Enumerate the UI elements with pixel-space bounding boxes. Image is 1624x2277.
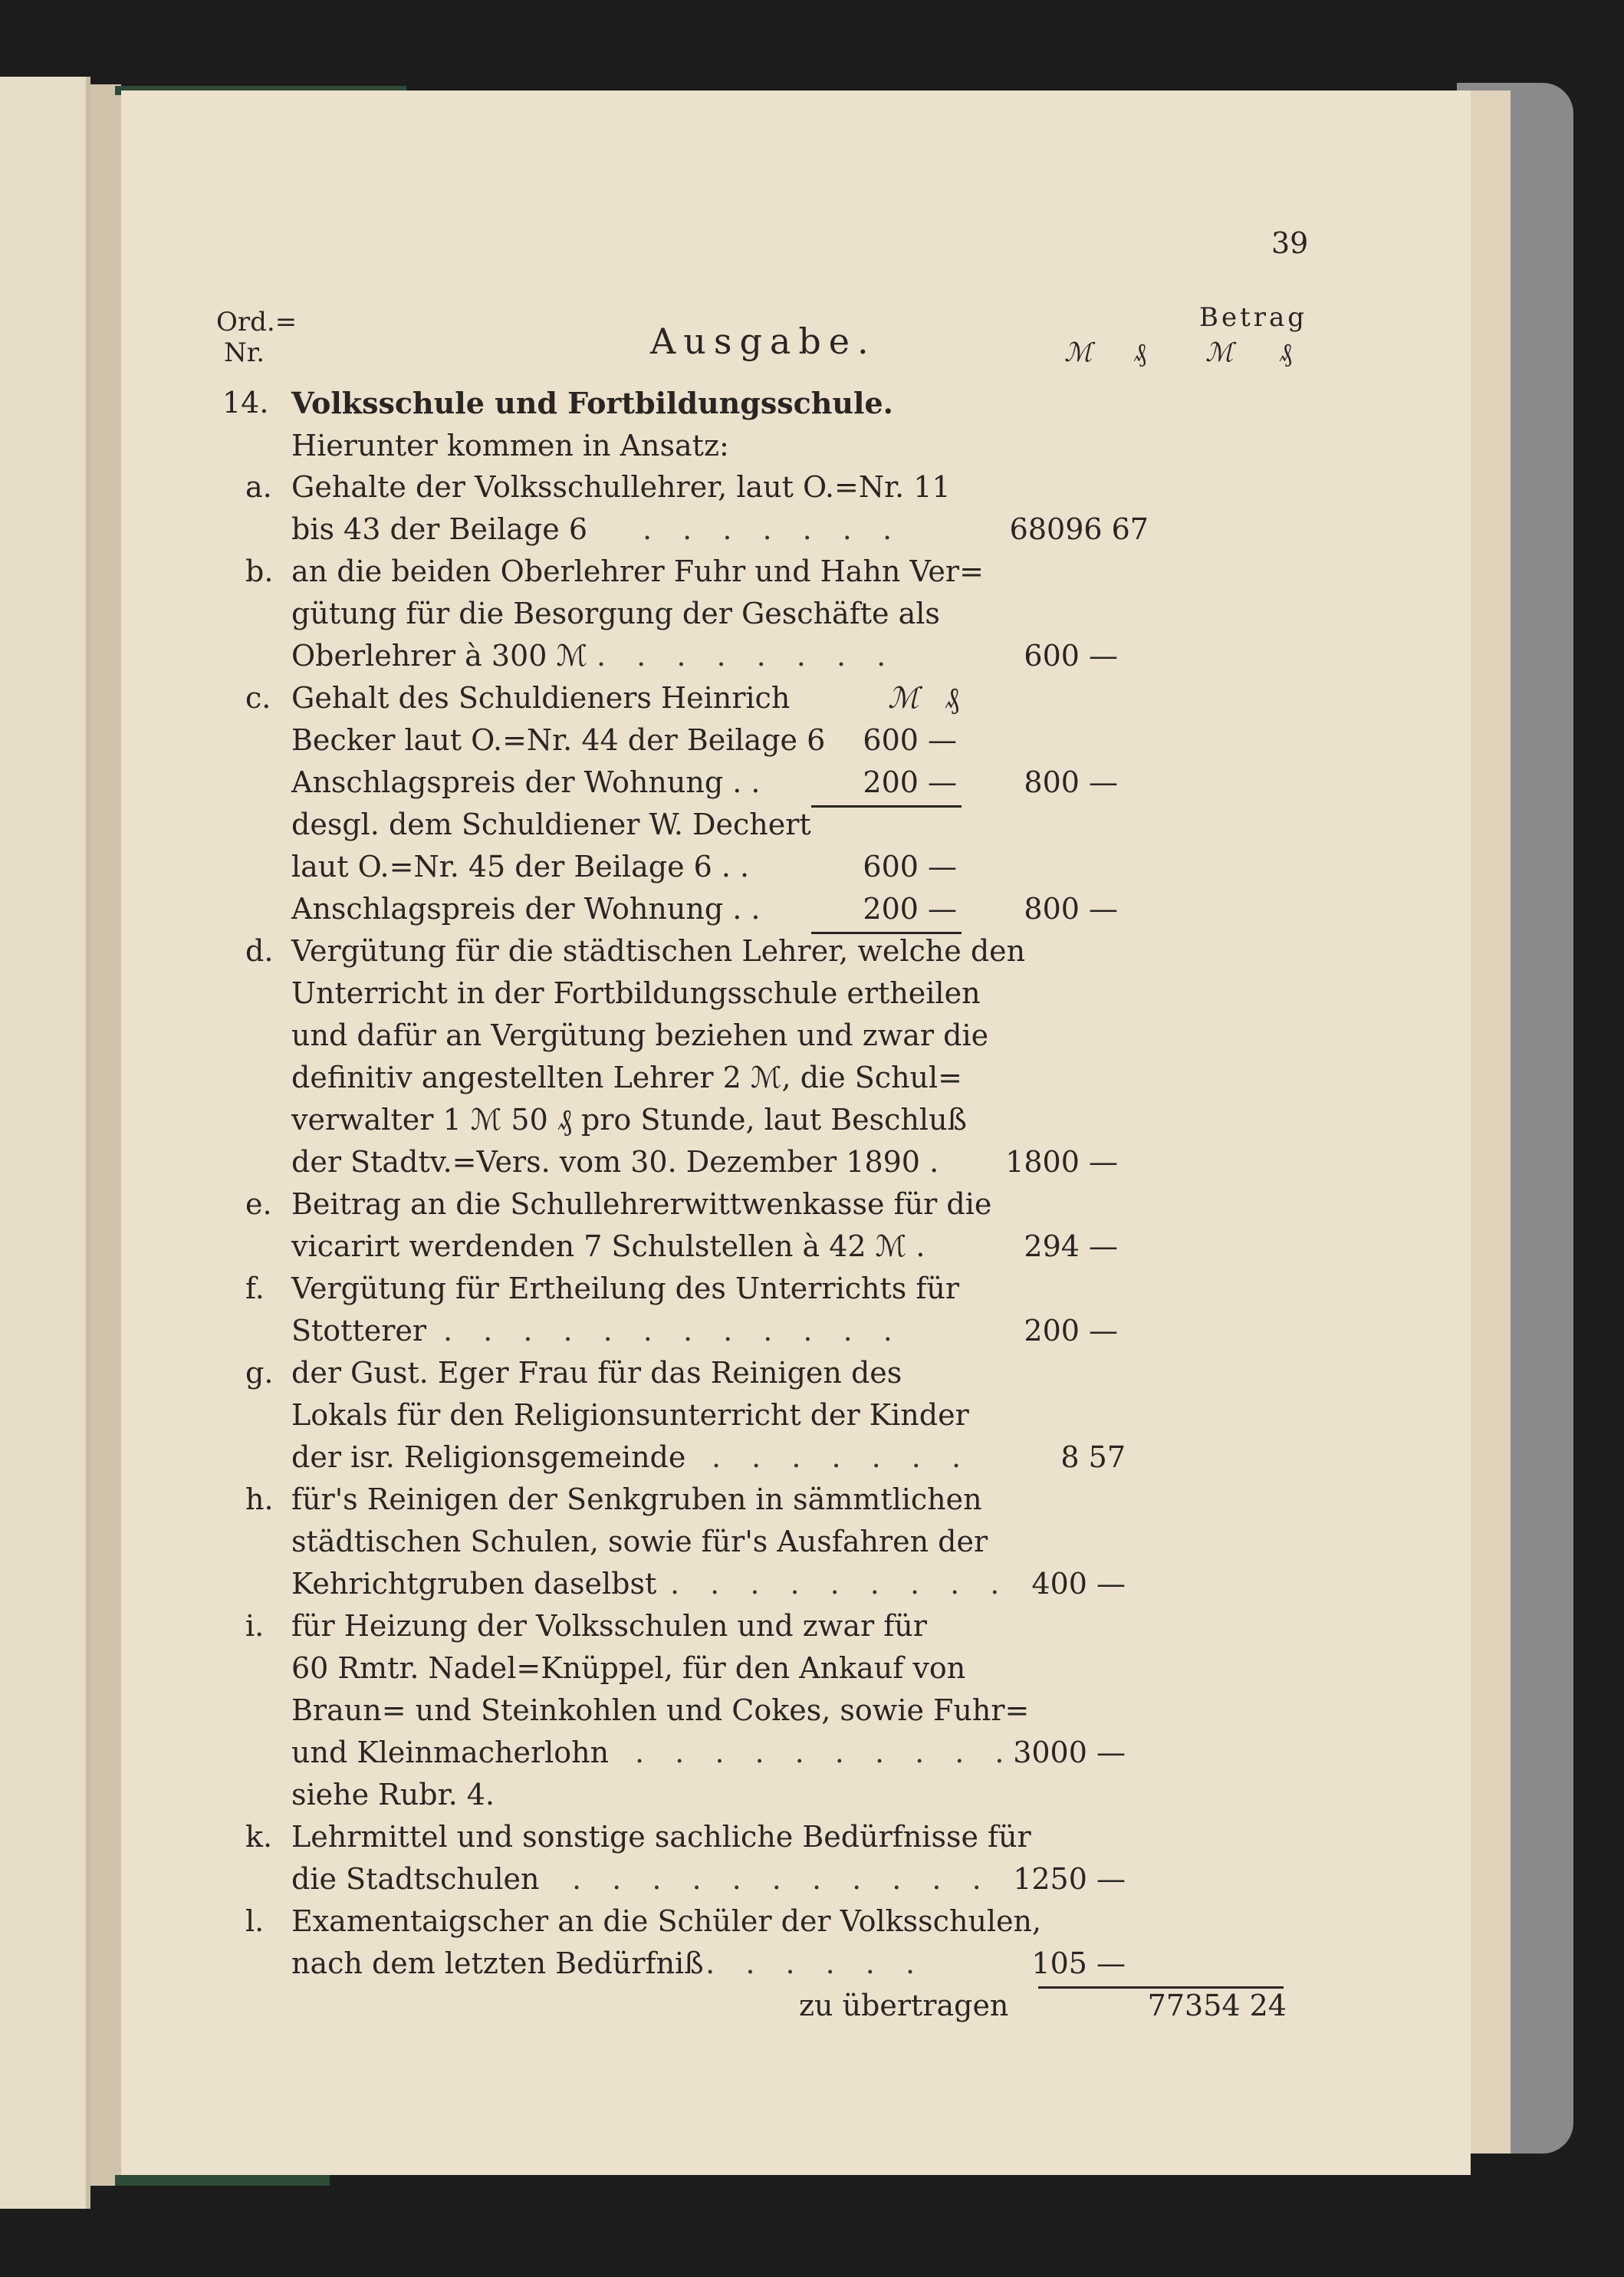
page-stack-edge: [1465, 90, 1511, 2154]
item-g-line2: Lokals für den Religionsunterricht der Kinder: [291, 1398, 969, 1432]
amount-a: 68096 67: [1009, 512, 1149, 546]
item-a-line2: bis 43 der Beilage 6: [291, 512, 587, 546]
leader-dots: . . . . . . . . . . .: [572, 1862, 992, 1896]
item-f-line2: Stotterer: [291, 1314, 427, 1347]
carry-forward-amount: 77354 24: [1147, 1989, 1287, 2022]
nr-label: Nr.: [224, 337, 265, 368]
amount-e: 294 —: [1024, 1229, 1118, 1263]
item-d-line1: Vergütung für die städtischen Lehrer, welche den: [291, 934, 1026, 968]
item-label-c: c.: [245, 681, 271, 715]
binding-cloth-bottom: [115, 2175, 330, 2186]
amount-l: 105 —: [1031, 1946, 1126, 1980]
item-c-line4: desgl. dem Schuldiener W. Dechert: [291, 808, 811, 841]
item-label-h: h.: [245, 1482, 274, 1516]
sub-amount-2: 200 —: [863, 765, 957, 799]
item-b-line1: an die beiden Oberlehrer Fuhr und Hahn Ver=: [291, 554, 984, 588]
item-label-i: i.: [245, 1609, 265, 1643]
item-i-line5: siehe Rubr. 4.: [291, 1778, 495, 1811]
amount-g: 8 57: [1060, 1440, 1126, 1474]
leader-dots: . . . . . . .: [712, 1440, 972, 1474]
item-c-line2: Becker laut O.=Nr. 44 der Beilage 6: [291, 723, 826, 757]
section-title: Volksschule und Fortbildungsschule.: [291, 386, 893, 420]
item-label-e: e.: [245, 1187, 272, 1221]
item-label-f: f.: [245, 1272, 265, 1305]
item-d-line5: verwalter 1 ℳ 50 ₰ pro Stunde, laut Beschluß: [291, 1103, 967, 1137]
item-i-line3: Braun= und Steinkohlen und Cokes, sowie Fuhr=: [291, 1693, 1030, 1727]
item-label-d: d.: [245, 934, 274, 968]
section-number: 14.: [222, 386, 269, 420]
page-title: Ausgabe.: [650, 321, 876, 362]
amount-c: 800 —: [1024, 765, 1118, 799]
item-g-line1: der Gust. Eger Frau für das Reinigen des: [291, 1356, 902, 1390]
amount-k: 1250 —: [1013, 1862, 1126, 1896]
item-d-line3: und dafür an Vergütung beziehen und zwar die: [291, 1018, 989, 1052]
leader-dots: . . . . . . . .: [597, 639, 897, 673]
item-a-line1: Gehalte der Volksschullehrer, laut O.=Nr. 11: [291, 470, 951, 504]
betrag-label: Betrag: [1199, 302, 1308, 333]
sub-total-rule: [811, 805, 962, 808]
item-d-line6: der Stadtv.=Vers. vom 30. Dezember 1890 .: [291, 1145, 939, 1179]
item-e-line1: Beitrag an die Schullehrerwittwenkasse für die: [291, 1187, 992, 1221]
item-c-line3: Anschlagspreis der Wohnung . .: [291, 765, 761, 799]
item-label-l: l.: [245, 1904, 265, 1938]
sub-amount-1: 600 —: [863, 723, 957, 757]
pfennig-mark-1: ₰: [1133, 337, 1146, 368]
item-l-line2: nach dem letzten Bedürfniß: [291, 1946, 704, 1980]
currency-mark-1: ℳ: [1064, 337, 1093, 368]
book-gutter: [90, 84, 121, 2186]
amount-h: 400 —: [1031, 1567, 1126, 1601]
item-label-a: a.: [245, 470, 272, 504]
leader-dots: . . . . . . .: [666, 1946, 926, 1980]
amount-f: 200 —: [1024, 1314, 1118, 1347]
pfennig-mark-2: ₰: [1279, 337, 1292, 368]
item-l-line1: Examentaigscher an die Schüler der Volksschulen,: [291, 1904, 1042, 1938]
left-page-edge: [0, 77, 90, 2209]
carry-forward-label: zu übertragen: [799, 1989, 1009, 2022]
ord-label: Ord.=: [216, 307, 298, 337]
item-h-line2: städtischen Schulen, sowie für's Ausfahren der: [291, 1525, 988, 1558]
leader-dots: . . . . . . . . .: [670, 1567, 1011, 1601]
item-f-line1: Vergütung für Ertheilung des Unterrichts für: [291, 1272, 960, 1305]
currency-mark-2: ℳ: [1205, 337, 1234, 368]
document-page: [121, 90, 1471, 2175]
item-c-line6: Anschlagspreis der Wohnung . .: [291, 892, 761, 926]
section-intro: Hierunter kommen in Ansatz:: [291, 429, 729, 462]
amount-b: 600 —: [1024, 639, 1118, 673]
amount-c2: 800 —: [1024, 892, 1118, 926]
item-d-line2: Unterricht in der Fortbildungsschule ertheilen: [291, 976, 981, 1010]
item-label-k: k.: [245, 1820, 273, 1854]
sub-amount-3: 600 —: [863, 850, 957, 883]
amount-d: 1800 —: [1005, 1145, 1118, 1179]
amount-i: 3000 —: [1013, 1736, 1126, 1769]
item-e-line2: vicarirt werdenden 7 Schulstellen à 42 ℳ .: [291, 1229, 925, 1263]
item-i-line1: für Heizung der Volksschulen und zwar für: [291, 1609, 927, 1643]
item-b-line3: Oberlehrer à 300 ℳ: [291, 639, 588, 673]
item-h-line1: für's Reinigen der Senkgruben in sämmtlichen: [291, 1482, 982, 1516]
leader-dots: . . . . . . . . . .: [635, 1736, 1015, 1769]
item-k-line1: Lehrmittel und sonstige sachliche Bedürfnisse für: [291, 1820, 1031, 1854]
item-label-b: b.: [245, 554, 274, 588]
item-i-line2: 60 Rmtr. Nadel=Knüppel, für den Ankauf von: [291, 1651, 966, 1685]
item-g-line3: der isr. Religionsgemeinde: [291, 1440, 686, 1474]
item-h-line3: Kehrichtgruben daselbst: [291, 1567, 657, 1601]
page-number: 39: [1271, 226, 1309, 260]
sub-pfennig-mark: ₰: [945, 681, 959, 715]
leader-dots: . . . . . . .: [643, 512, 903, 546]
sub-currency-mark: ℳ: [888, 681, 919, 715]
item-c-line5: laut O.=Nr. 45 der Beilage 6 . .: [291, 850, 750, 883]
item-i-line4: und Kleinmacherlohn: [291, 1736, 610, 1769]
sub-amount-4: 200 —: [863, 892, 957, 926]
item-k-line2: die Stadtschulen: [291, 1862, 540, 1896]
leader-dots: . . . . . . . . . . . .: [443, 1314, 903, 1347]
item-c-line1: Gehalt des Schuldieners Heinrich: [291, 681, 791, 715]
item-d-line4: definitiv angestellten Lehrer 2 ℳ, die Schul=: [291, 1061, 963, 1094]
item-b-line2: gütung für die Besorgung der Geschäfte als: [291, 597, 940, 630]
item-label-g: g.: [245, 1356, 274, 1390]
